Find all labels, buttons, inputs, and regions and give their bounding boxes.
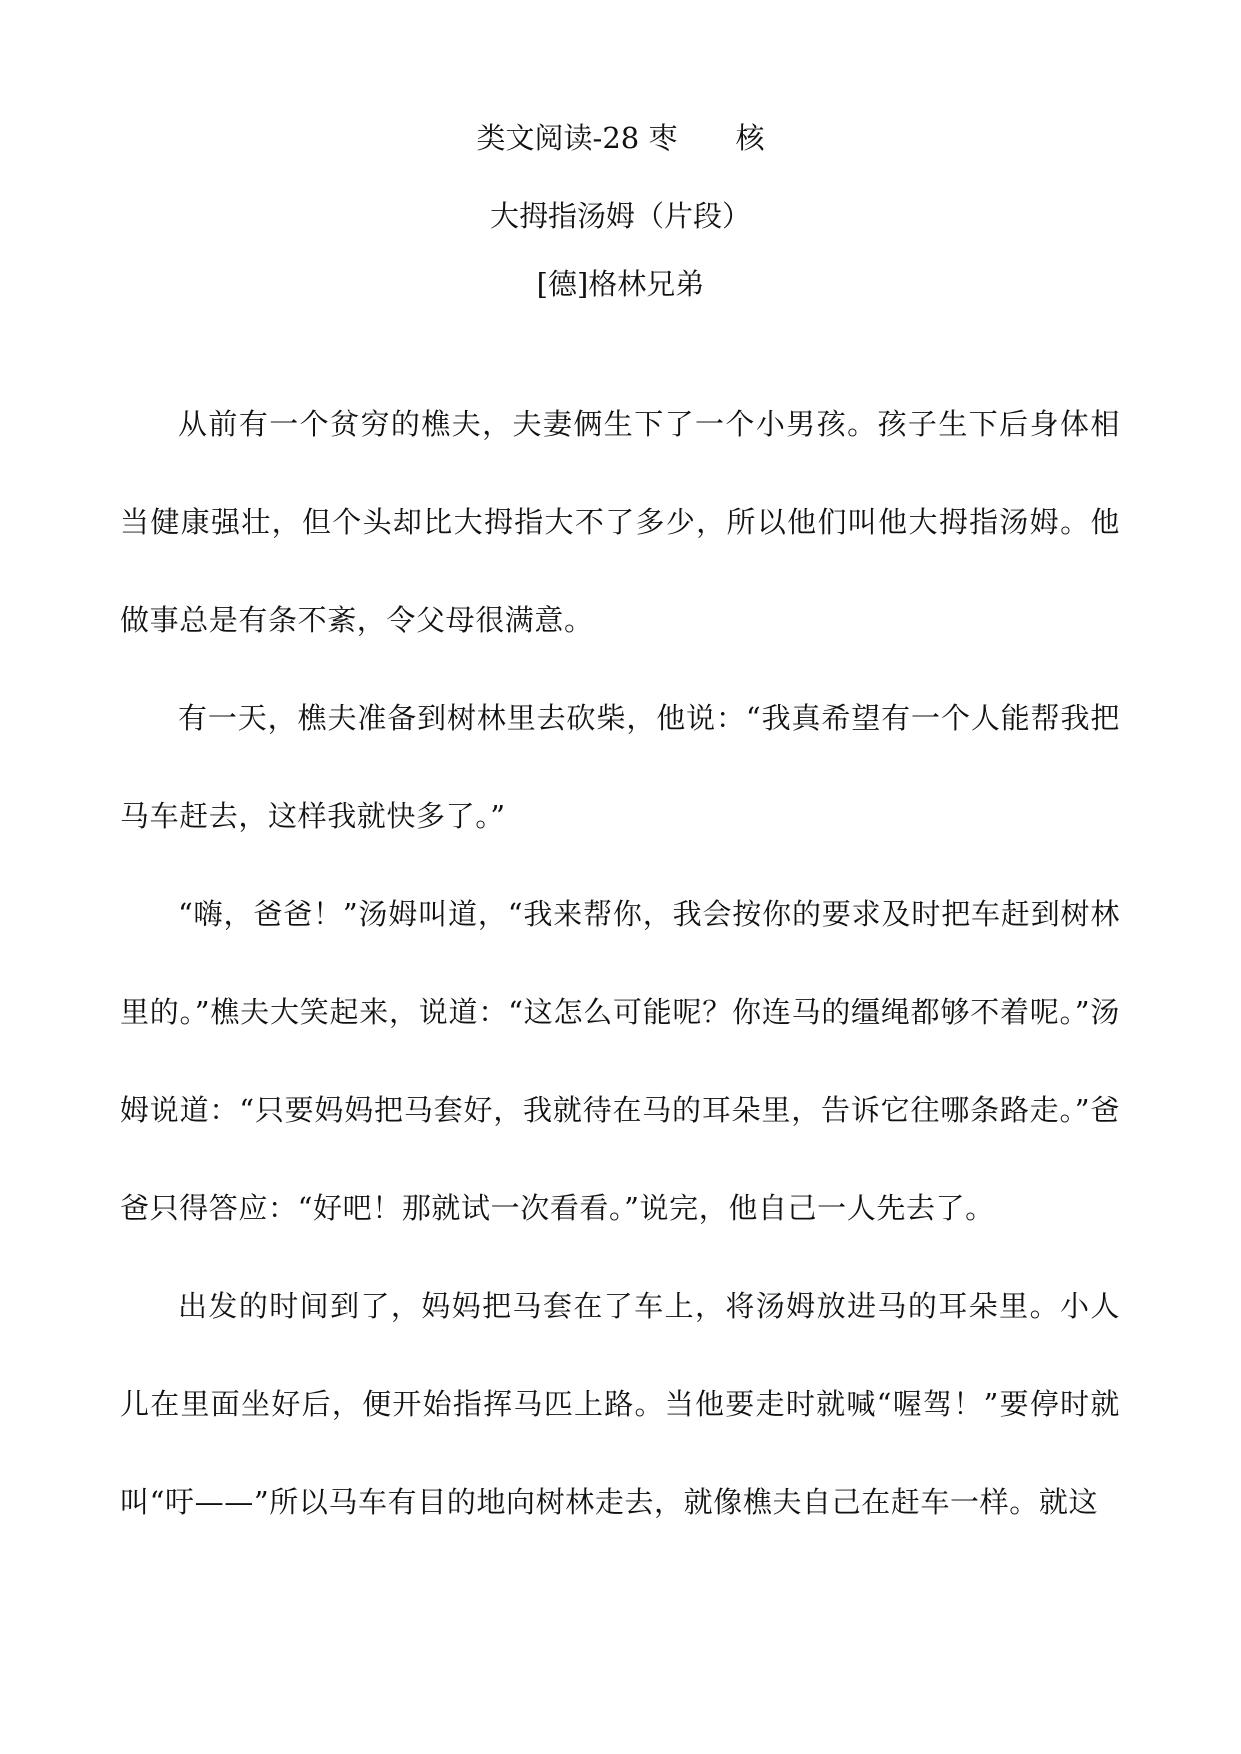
paragraph-4: 出发的时间到了，妈妈把马套在了车上，将汤姆放进马的耳朵里。小人儿在里面坐好后，便开始指挥马匹上路。当他要走时就喊“喔驾！”要停时就叫“吁——”所以马车有目的地向树林走去，就像樵夫自己在赶车一样。就这 bbox=[120, 1289, 1120, 1519]
paragraph-3: “嗨，爸爸！”汤姆叫道，“我来帮你，我会按你的要求及时把车赶到树林里的。”樵夫大笑起来，说道：“这怎么可能呢？你连马的缰绳都够不着呢。”汤姆说道：“只要妈妈把马套好，我就待在马的耳朵里，告诉它往哪条路走。”爸爸只得答应：“好吧！那就试一次看看。”说完，他自己一人先去了。 bbox=[120, 897, 1120, 1225]
story-body bbox=[120, 375, 1120, 1551]
author-line: [德]格林兄弟 bbox=[536, 267, 705, 301]
lesson-heading: 类文阅读-28 枣 核 bbox=[476, 121, 765, 155]
story-title: 大拇指汤姆（片段） bbox=[489, 199, 751, 233]
paragraph-1: 从前有一个贫穷的樵夫，夫妻俩生下了一个小男孩。孩子生下后身体相当健康强壮，但个头却比大拇指大不了多少，所以他们叫他大拇指汤姆。他做事总是有条不紊，令父母很满意。 bbox=[120, 407, 1120, 637]
paragraph-2: 有一天，樵夫准备到树林里去砍柴，他说：“我真希望有一个人能帮我把马车赶去，这样我就快多了。” bbox=[120, 701, 1120, 833]
